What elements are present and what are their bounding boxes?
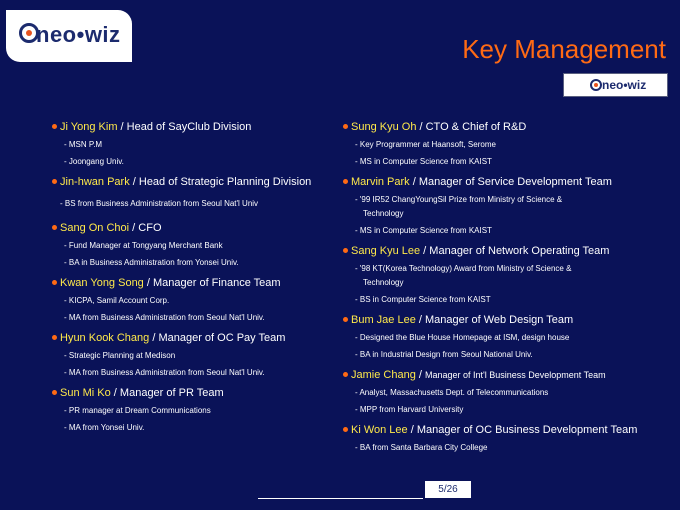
person-detail: - '99 IR52 ChangYoungSil Prize from Ministry of Science & [355, 195, 563, 204]
person-name: Sang On Choi [60, 222, 130, 234]
person-role: Head of SayClub Division [126, 121, 252, 133]
person-detail: - BS in Computer Science from KAIST [355, 295, 491, 304]
bullet-icon [343, 427, 348, 432]
bullet-icon [52, 390, 57, 395]
footer-divider [258, 498, 423, 499]
person-role: Manager of PR Team [119, 387, 224, 399]
person-role: Manager of OC Pay Team [158, 332, 286, 344]
person-detail: - Joongang Univ. [64, 157, 124, 166]
person-sang-on-choi: Sang On Choi / CFO - Fund Manager at Tongyang Merchant Bank - BA in Business Administration from Yonsei Univ. [52, 219, 332, 274]
person-bum-jae-lee: Bum Jae Lee / Manager of Web Design Team - Designed the Blue House Homepage at ISM, design house - BA in Industrial Design from Seoul National Univ. [343, 311, 673, 366]
person-detail: - BA in Industrial Design from Seoul National Univ. [355, 350, 533, 359]
right-column [343, 118, 673, 459]
person-name: Hyun Kook Chang [60, 332, 150, 344]
person-detail: - BA from Santa Barbara City College [355, 443, 488, 452]
person-detail: - Key Programmer at Haansoft, Serome [355, 140, 496, 149]
person-kwan-yong-song: Kwan Yong Song / Manager of Finance Team - KICPA, Samil Account Corp. - MA from Business Administration from Seoul Nat'l Univ. [52, 274, 332, 329]
person-detail-continued: Technology [363, 278, 404, 287]
person-role: Manager of Web Design Team [425, 314, 574, 326]
person-name: Jamie Chang [351, 369, 416, 381]
person-ji-yong-kim: Ji Yong Kim / Head of SayClub Division - MSN P.M - Joongang Univ. [52, 118, 332, 173]
person-name: Ki Won Lee [351, 424, 408, 436]
bullet-icon [343, 124, 348, 129]
person-detail: - Analyst, Massachusetts Dept. of Telecommunications [355, 388, 549, 397]
person-jamie-chang: Jamie Chang / Manager of Int'l Business Development Team - Analyst, Massachusetts Dept. of Telecommunications - MPP from Harvard University [343, 366, 673, 421]
person-detail: - BS from Business Administration from Seoul Nat'l Univ [60, 199, 259, 208]
person-name: Jin-hwan Park [60, 176, 130, 188]
page-title: Key Management [462, 34, 666, 64]
person-name: Sung Kyu Oh [351, 121, 417, 133]
small-logo-mark-icon [590, 79, 602, 91]
bullet-icon [343, 372, 348, 377]
person-name: Sun Mi Ko [60, 387, 111, 399]
person-name: Ji Yong Kim [60, 121, 118, 133]
person-detail: - Strategic Planning at Medison [64, 351, 176, 360]
person-sang-kyu-lee: Sang Kyu Lee / Manager of Network Operating Team - '98 KT(Korea Technology) Award from Ministry of Science & Technology - BS in Computer Science from KAIST [343, 242, 673, 311]
bullet-icon [343, 317, 348, 322]
person-detail: - KICPA, Samil Account Corp. [64, 296, 170, 305]
person-detail: - PR manager at Dream Communications [64, 406, 211, 415]
person-detail: - MA from Business Administration from Seoul Nat'l Univ. [64, 313, 265, 322]
person-role: Manager of Service Development Team [418, 176, 612, 188]
person-role: Manager of OC Business Development Team [416, 424, 638, 436]
person-detail: - MA from Business Administration from Seoul Nat'l Univ. [64, 368, 265, 377]
person-detail: - MS in Computer Science from KAIST [355, 226, 492, 235]
person-detail: - MA from Yonsei Univ. [64, 423, 145, 432]
person-detail: - '98 KT(Korea Technology) Award from Ministry of Science & [355, 264, 572, 273]
person-name: Sang Kyu Lee [351, 245, 421, 257]
person-name: Kwan Yong Song [60, 277, 144, 289]
person-detail-continued: Technology [363, 209, 404, 218]
person-role: CFO [138, 222, 162, 234]
small-logo-text: neo•wiz [602, 78, 647, 92]
person-name: Bum Jae Lee [351, 314, 416, 326]
bullet-icon [52, 124, 57, 129]
person-detail: - Designed the Blue House Homepage at ISM, design house [355, 333, 570, 342]
person-jin-hwan-park: Jin-hwan Park / Head of Strategic Planning Division - BS from Business Administration from Seoul Nat'l Univ [52, 173, 332, 219]
person-detail: - MSN P.M [64, 140, 103, 149]
person-role: Manager of Int'l Business Development Team [425, 370, 606, 380]
person-detail: - Fund Manager at Tongyang Merchant Bank [64, 241, 223, 250]
person-sun-mi-ko: Sun Mi Ko / Manager of PR Team - PR manager at Dream Communications - MA from Yonsei Univ. [52, 384, 332, 439]
bullet-icon [52, 225, 57, 230]
person-name: Marvin Park [351, 176, 410, 188]
bullet-icon [52, 335, 57, 340]
company-logo [6, 10, 132, 62]
person-detail: - MPP from Harvard University [355, 405, 464, 414]
logo-text: neo•wiz [36, 22, 121, 47]
bullet-icon [52, 280, 57, 285]
person-role: Manager of Network Operating Team [429, 245, 610, 257]
person-detail: - BA in Business Administration from Yonsei Univ. [64, 258, 239, 267]
bullet-icon [343, 248, 348, 253]
person-role: CTO & Chief of R&D [425, 121, 527, 133]
left-column [52, 118, 332, 439]
person-hyun-kook-chang: Hyun Kook Chang / Manager of OC Pay Team - Strategic Planning at Medison - MA from Business Administration from Seoul Nat'l Univ. [52, 329, 332, 384]
small-logo [563, 73, 668, 97]
person-role: Head of Strategic Planning Division [138, 176, 312, 188]
bullet-icon [343, 179, 348, 184]
person-detail: - MS in Computer Science from KAIST [355, 157, 492, 166]
bullet-icon [52, 179, 57, 184]
person-ki-won-lee: Ki Won Lee / Manager of OC Business Development Team - BA from Santa Barbara City College [343, 421, 673, 459]
person-sung-kyu-oh: Sung Kyu Oh / CTO & Chief of R&D - Key Programmer at Haansoft, Serome - MS in Computer Science from KAIST [343, 118, 673, 173]
person-marvin-park: Marvin Park / Manager of Service Development Team - '99 IR52 ChangYoungSil Prize from Ministry of Science & Technology - MS in Computer Science from KAIST [343, 173, 673, 242]
person-role: Manager of Finance Team [152, 277, 281, 289]
page-number: 5/26 [425, 481, 471, 498]
